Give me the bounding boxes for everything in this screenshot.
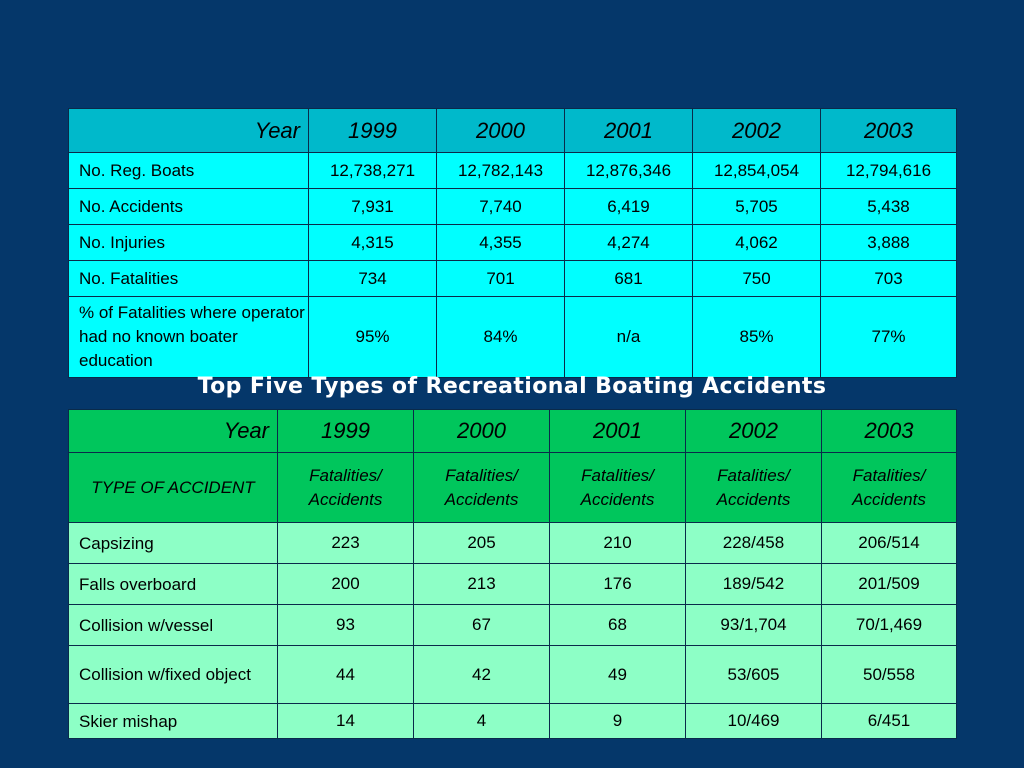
table-cell: 68 <box>550 605 686 646</box>
subheader-cell: Fatalities/ Accidents <box>414 453 550 523</box>
subheader-cell: Fatalities/ Accidents <box>550 453 686 523</box>
column-header: 2001 <box>565 109 693 153</box>
table-cell: 7,740 <box>437 189 565 225</box>
column-header: 2000 <box>437 109 565 153</box>
column-header: Year <box>69 410 278 453</box>
subheader-label: TYPE OF ACCIDENT <box>69 453 278 523</box>
row-label: % of Fatalities where operator had no known boater education <box>69 297 309 378</box>
section-title: Top Five Types of Recreational Boating Accidents <box>197 374 827 399</box>
table-cell: 12,876,346 <box>565 153 693 189</box>
table-cell: 84% <box>437 297 565 378</box>
table-row <box>69 225 957 261</box>
column-header: 2003 <box>821 109 957 153</box>
table-cell: 4,062 <box>693 225 821 261</box>
table-cell: 93/1,704 <box>686 605 822 646</box>
row-label: No. Reg. Boats <box>69 153 309 189</box>
table-row <box>69 564 957 605</box>
table-cell: 4 <box>414 704 550 739</box>
column-header: 2003 <box>822 410 957 453</box>
table-cell: 12,738,271 <box>309 153 437 189</box>
row-label: Collision w/vessel <box>69 605 278 646</box>
table-cell: 3,888 <box>821 225 957 261</box>
table-cell: 85% <box>693 297 821 378</box>
table-cell: 44 <box>278 646 414 704</box>
table-header-row <box>69 410 957 453</box>
table-cell: 77% <box>821 297 957 378</box>
subheader-cell: Fatalities/ Accidents <box>686 453 822 523</box>
table-cell: 223 <box>278 523 414 564</box>
column-header: Year <box>69 109 309 153</box>
table-cell: 213 <box>414 564 550 605</box>
table-row <box>69 646 957 704</box>
table-cell: 12,794,616 <box>821 153 957 189</box>
row-label: No. Injuries <box>69 225 309 261</box>
table-cell: 701 <box>437 261 565 297</box>
table-cell: 206/514 <box>822 523 957 564</box>
subheader-cell: Fatalities/ Accidents <box>278 453 414 523</box>
table-cell: 189/542 <box>686 564 822 605</box>
row-label: No. Accidents <box>69 189 309 225</box>
table-cell: 67 <box>414 605 550 646</box>
row-label: No. Fatalities <box>69 261 309 297</box>
table-cell: 10/469 <box>686 704 822 739</box>
table-cell: 12,782,143 <box>437 153 565 189</box>
table-cell: 93 <box>278 605 414 646</box>
table-cell: 5,438 <box>821 189 957 225</box>
table-cell: 703 <box>821 261 957 297</box>
column-header: 1999 <box>309 109 437 153</box>
table-row <box>69 153 957 189</box>
table-cell: 5,705 <box>693 189 821 225</box>
table-cell: 681 <box>565 261 693 297</box>
table-cell: 9 <box>550 704 686 739</box>
row-label: Capsizing <box>69 523 278 564</box>
table-cell: 6/451 <box>822 704 957 739</box>
table-cell: 14 <box>278 704 414 739</box>
table-row <box>69 605 957 646</box>
column-header: 2000 <box>414 410 550 453</box>
table-cell: 49 <box>550 646 686 704</box>
table-cell: 734 <box>309 261 437 297</box>
table-cell: 210 <box>550 523 686 564</box>
table-row <box>69 261 957 297</box>
table-cell: 70/1,469 <box>822 605 957 646</box>
table-cell: n/a <box>565 297 693 378</box>
table-row <box>69 297 957 378</box>
table-cell: 95% <box>309 297 437 378</box>
table-cell: 4,274 <box>565 225 693 261</box>
column-header: 2002 <box>686 410 822 453</box>
table-row <box>69 523 957 564</box>
table-cell: 205 <box>414 523 550 564</box>
row-label: Skier mishap <box>69 704 278 739</box>
table-cell: 50/558 <box>822 646 957 704</box>
table-cell: 201/509 <box>822 564 957 605</box>
row-label: Collision w/fixed object <box>69 646 278 704</box>
table-cell: 12,854,054 <box>693 153 821 189</box>
table-cell: 6,419 <box>565 189 693 225</box>
row-label: Falls overboard <box>69 564 278 605</box>
table-cell: 42 <box>414 646 550 704</box>
boating-statistics-table <box>68 108 957 378</box>
table-cell: 4,315 <box>309 225 437 261</box>
table-cell: 7,931 <box>309 189 437 225</box>
table-header-row <box>69 109 957 153</box>
table-row <box>69 189 957 225</box>
table-cell: 53/605 <box>686 646 822 704</box>
column-header: 2002 <box>693 109 821 153</box>
table-cell: 4,355 <box>437 225 565 261</box>
table-cell: 200 <box>278 564 414 605</box>
subheader-cell: Fatalities/ Accidents <box>822 453 957 523</box>
table-cell: 176 <box>550 564 686 605</box>
column-header: 1999 <box>278 410 414 453</box>
table-cell: 750 <box>693 261 821 297</box>
table-subheader-row <box>69 453 957 523</box>
table-cell: 228/458 <box>686 523 822 564</box>
accident-types-table <box>68 409 957 739</box>
column-header: 2001 <box>550 410 686 453</box>
table-row <box>69 704 957 739</box>
